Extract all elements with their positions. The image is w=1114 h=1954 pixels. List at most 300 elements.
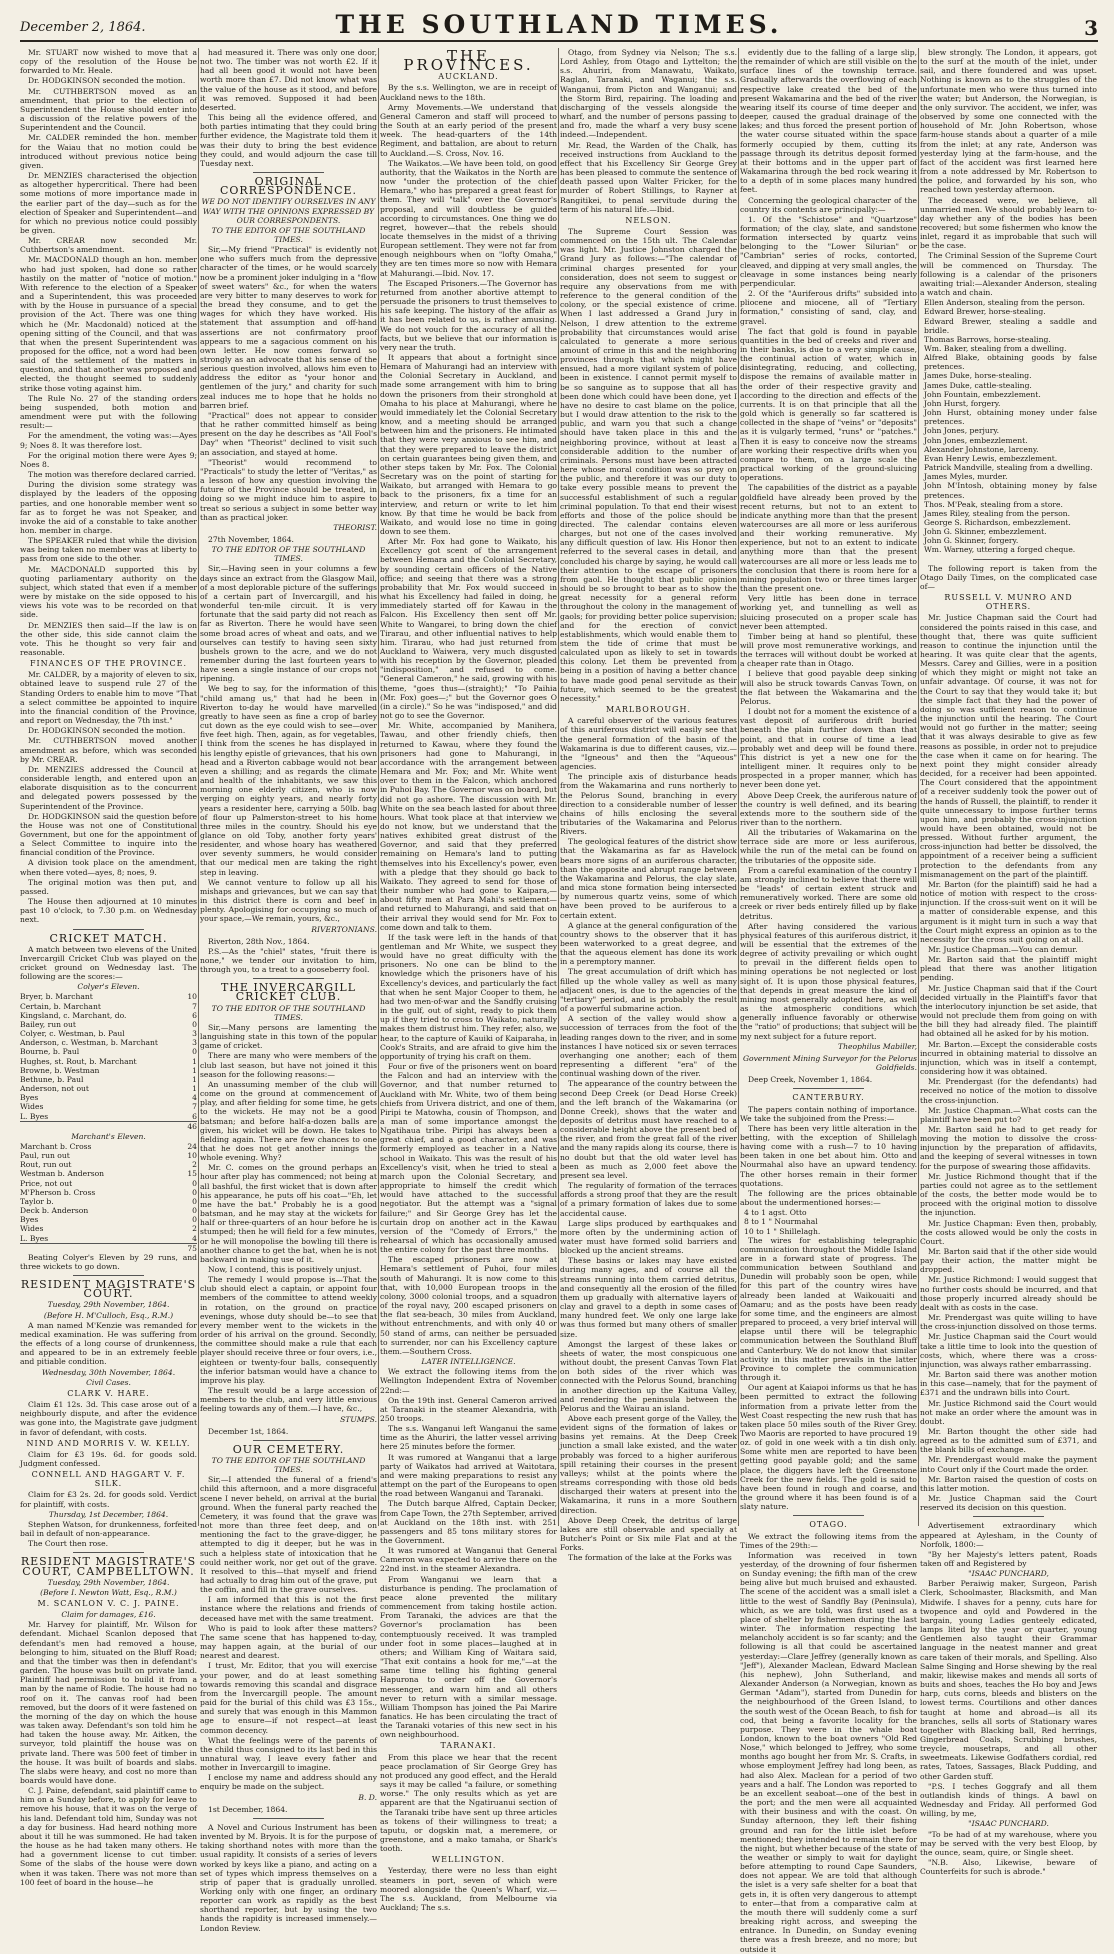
score-row xyxy=(20,1112,197,1122)
paragraph: Mr. Justice Chapman.—You can demur. xyxy=(928,945,1078,954)
subheading: LATER INTELLIGENCE. xyxy=(421,1357,516,1367)
runs: 4 xyxy=(192,1093,197,1103)
divider xyxy=(253,978,324,979)
scorecard-colyer xyxy=(20,992,197,1130)
runs: 1 xyxy=(192,1056,197,1066)
divider xyxy=(973,559,1044,560)
province-heading: OTAGO. xyxy=(809,1520,848,1530)
paragraph: A division took place on the amendment, when there voted—ayes, 8; noes, 9. xyxy=(20,858,197,877)
letter-date: Riverton, 28th Nov., 1864. xyxy=(208,936,310,946)
total-runs: 46 xyxy=(187,1121,197,1131)
section-heading: OUR CEMETERY. xyxy=(232,1442,345,1456)
paragraph: Otago, from Sydney via Nelson; The s.s. Lord Ashley, from Otago and Lyttelton; the s.s. Ahuriri, from Manawatu, Waikato, Raglan, Taranaki, and Waganui; the s.s. Wanganui, from Picton and Wanganui; and the Storm Bird, repairing. The loading and discharging of the vessels alongside the wharf, and the number of persons passing to and fro, made the wharf a very busy scene indeed.—Independent. xyxy=(560,48,737,140)
batsman: Anderson, c. Westman, b. Marchant xyxy=(20,1038,158,1048)
paragraph: Mr. Barton said there was another motion in this case—namely, that for the payment of £371 and the undrawn bills into Court. xyxy=(920,1370,1097,1398)
runs: 0 xyxy=(192,1019,197,1029)
odds-line: 4 to 1 agst. Otto xyxy=(744,1208,807,1218)
batsman: Marchant b. Cross xyxy=(20,1141,92,1151)
letter-signature: STUMPS. xyxy=(340,1414,377,1424)
prisoner-entry: Thomas Barrows, horse-stealing. xyxy=(924,334,1051,344)
score-row xyxy=(20,1029,197,1038)
paragraph: The following report is taken from the Otago Daily Times, on the complicated case of— xyxy=(920,563,1097,591)
paragraph: The great accumulation of drift which has filled up the whole valley as well as many adjacent ones, is due to the agencies of the "tertiary" period, and is probably the result of a powerful submarine action. xyxy=(560,967,737,1014)
letter-date: December 1st, 1864. xyxy=(208,1426,289,1436)
paragraph: Mr. Barton (for the plaintiff) said he had a notice of motion with respect to the cross-injunction. If the cross-suit went on it will be a matter of considerable expense, and this argument is it might turn in such a way that the Court might express an opinion as to the necessity for the cross suit going on at all. xyxy=(920,879,1097,944)
paragraph: I trust, Mr. Editor, that you will exercise your power, and do at least something towards removing this scandal and disgrace from the Invercargill people. The amount paid for the burial of this child was £3 15s., and surely that was enough in this Mammon age to ensure—if not respect—at least common decency. xyxy=(200,1661,377,1735)
columns xyxy=(20,47,1098,1954)
paragraph: Our agent at Kaiapoi informs us that he has been permitted to extract the following information from a private letter from the West Coast respecting the new rush that has taken place 50 miles south of the River Grey. Two Maoris are reported to have procured 19 oz. of gold in one week with a tin dish only. Some white men are reported to have been getting good payable gold; and the same place, the diggers have left the Greenstone Creek for the new fields. The gold is said to have been found in rough and coarse, and the ground where it has been found is of a slaty nature. xyxy=(740,1383,917,1512)
batsman: L. Byes xyxy=(20,1233,49,1243)
prisoner-entry: Thos. M'Peak, stealing from a store. xyxy=(924,499,1063,509)
paragraph: 1. Of the "Schistose" and "Quartzose" formation; of the clay, slate, and sandstone formation intersected by quartz veins belonging to the "Lower Silurian" or "Cambrian" series of rocks, contorted, cleaved, and dipping at very small angles, the cleavage in some instances being nearly perpendicular. xyxy=(740,214,917,288)
paragraph: The following are the prices obtainable about the undermentioned horses:— xyxy=(740,1188,917,1208)
paragraph: A Novel and Curious Instrument has been invented by M. Bryois. It is for the purpose of taking shorthand notes with more than the usual rapidity. It consists of a series of levers worked by keys like a piano, and acting on a set of types which impress themselves on a strip of paper that is gradually unrolled. Working only with one finger, an ordinary reporter can work as rapidly as the best shorthand reporter, but by using the two hands the rapidity is increased immensely.—London Review. xyxy=(200,1822,377,1933)
paragraph: For the amendment, the voting was:—Ayes 9; Noes 8. It was therefore lost. xyxy=(20,431,197,450)
paragraph: After Mr. Fox had gone to Waikato, his Excellency got scent of the arrangement between Hemara and the Colonial Secretary, by sounding certain officers of the Native office; and seeing that there was a strong probability that Mr. Fox would succeed in what his Excellency had failed in doing, he immediately started off for Kawau in the Falcon. His Excellency then sent off Mr. White to Wangarei, to bring down the chief Tirarau, and other influential natives to help him. Tirarau, who had just returned from Auckland to Waiwera, very much disgusted with his reception by the Governor, pleaded "indisposition," and refused to come. "General Cameron," he said, growing with his theme, "goes thus—(straight);" "To Paihia (Mr. Fox) goes—;" but the Governor goes O (in a circle)." So he was "indisposed," and did not go to see the Governor. xyxy=(380,537,557,721)
paragraph: Mr. C. comes on the ground perhaps an hour after play has commenced; not being at all bashful, the first wicket that is down after his appearance, he puts off his coat—"Eh, let me have the bat." Probably he is a good batsman, and he may stay at the wickets for half or three-quarters of an hour before he is stumped; then he will field for a few minutes, or he will monopolise the bowling till there is another chance to get the bat, when he is not backward in making use of it. xyxy=(200,1163,377,1264)
paragraph: Mr. Prendergast would make the payment into Court only if the Court made the order. xyxy=(920,1455,1097,1474)
score-row xyxy=(20,1102,197,1111)
paragraph: Sir,—I attended the funeral of a friend's child this afternoon, and a more disgraceful scene I never beheld, on arrival at the burial ground. When the funeral party reached the Cemetery, it was found that the grave was not more than three feet deep, and on mentioning the fact to the grave-digger, he attempted to dig it deeper, but he was in such a helpless state of intoxication that he could neither work, nor get out of the grave. It resolved to this—that myself and friend had actually to drag him out of the grave, put the coffin, and fill in the grave ourselves. xyxy=(200,1475,377,1595)
paragraph: The formation of the lake at the Forks was xyxy=(568,1553,732,1563)
paragraph: Mr. Barton said that the plaintiff might plead that there was another litigation pending. xyxy=(920,955,1097,983)
betting-odds-list xyxy=(740,1208,917,1235)
paragraph: Sir,—Many persons are lamenting the languishing state in this town of the popular game of cricket. xyxy=(200,1022,377,1051)
runs: 2 xyxy=(192,1224,197,1234)
batsman: Taylor b. xyxy=(20,1196,54,1206)
paragraph: We beg to say, for the information of this "child amang us," that had he been in Riverton to-day he would have marvelled greatly to have seen as fine a crop of barley cut down as the eye could wish to see—over five feet high. Then, again, as for vegetables, I think from the scenes he has displayed in his lengthy epistle of grievances, that his own head and a Riverton cabbage would not bear even a shilling; and as regards the climate and health of the inhabitants, we saw this morning one elderly citizen, who is now verging on eighty years, and nearly forty years a residenter here, carrying a 50lb. bag of flour up Palmerston-street to his home three miles in the country. Should his eye glance on old Toby, another forty years' residenter, and whose hoary has weathered over seventy summers, he would consider that our medical men are taking the right step in leaving. xyxy=(200,684,377,877)
case-title: CLARK V. HARE. xyxy=(67,1388,150,1398)
runs: 15 xyxy=(187,1169,197,1179)
batsman: Bethune, b. Paul xyxy=(20,1074,84,1084)
paragraph: An unassuming member of the club will come on the ground at commencement of play, and after fielding for some time, he gets to the wickets. He may not be a good batsman; and before half-a-dozen balls are given, his wicket will be down. He takes to fielding again. There are few chances to one that he does not get another innings the whole evening. Why? xyxy=(200,1079,377,1163)
letter-signature: RIVERTONIANS. xyxy=(311,924,377,934)
score-row xyxy=(20,1224,197,1233)
prisoner-entry: John G. Skinner, forgery. xyxy=(924,536,1019,546)
runs: 0 xyxy=(192,1178,197,1188)
divider xyxy=(973,1516,1044,1517)
score-row xyxy=(20,992,197,1001)
paragraph: Mr. Prendergast was quite willing to have the cross-injunction dissolved on those terms. xyxy=(920,1313,1097,1332)
paragraph: We cannot venture to follow up all his mishaps and grievances, but we can say that in this district there is corn and beef in plenty. Apologising for occupying so much of your space,—We remain, yours, &c., xyxy=(200,877,377,924)
score-row xyxy=(20,1047,197,1056)
paragraph: Mr. Read, the Warden of the Chalk, has received instructions from Auckland to the effect that his Excellency Sir George Grey has been pleased to commute the sentence of death passed upon Walter Fricker, for the murder of Robert Stillings, to Rayner at Rangitikei, to penal servitude during the term of his natural life.—Ibid. xyxy=(560,140,737,214)
prisoner-entry: Alexander Johnstone, larceny. xyxy=(924,444,1039,454)
paragraph: Mr. MACDONALD though an hon. member who had just spoken, had done so rather hastily on the matter of "notice of motion." With reference to the election of a Speaker and a Superintendent, this was proceeded with by the House in pursuance of a special provision of the Act. There was one thing which he (Mr. Macdonald) noticed at the opening sitting of the Council, and that was that when the present Superintendent was proposed for the office, not a word had been said of the settlement of the matters in question, and that another was proposed and elected, the thought seemed to suddenly strike those voting against him. xyxy=(20,255,197,393)
paragraph: The deceased were, we believe, all unmarried men. We should probably learn to-day whether any of the bodies has been recovered; but some fishermen who know the inlet, regard it as improbable that such will be the case. xyxy=(920,195,1097,251)
divider xyxy=(73,1275,144,1276)
letter-address: TO THE EDITOR OF THE SOUTHLAND TIMES. xyxy=(211,1003,366,1022)
paragraph: Who is paid to look after these matters? The same scene that has happened to-day, may happen again, at the burial of our nearest and dearest. xyxy=(200,1623,377,1661)
total-label xyxy=(20,1121,185,1131)
paragraph: Dr. HODGKINSON seconded the motion. xyxy=(28,726,186,736)
score-row xyxy=(20,1057,197,1066)
province-heading: WELLINGTON. xyxy=(431,1855,506,1865)
disclaimer: WE DO NOT IDENTIFY OURSELVES IN ANY WAY WITH THE OPINIONS EXPRESSED BY OUR CORRESPONDENTS. xyxy=(201,197,376,225)
batsman: Westman b. Anderson xyxy=(20,1169,105,1179)
total-runs: 75 xyxy=(179,1243,197,1253)
score-total-row xyxy=(20,1243,197,1253)
paragraph: Mr. CREAR now seconded Mr. Cuthbertson's amendment. xyxy=(20,236,197,255)
paragraph: "By her Majesty's letters patent, Roads taken off and Registered by xyxy=(920,1549,1097,1568)
paragraph: Army Movements.—We understand that General Cameron and staff will proceed to the South at an early period of the present week. The head-quarters of the 14th Regiment, and battalion, are about to return to Auckland.—S. Cross, Nov. 16. xyxy=(380,102,557,158)
paragraph: "N.B. Also, Likewise, beware of Counterfeits for such is abrode." xyxy=(920,1858,1097,1877)
paragraph: Mr. White, accompanied by Manihera, Tawau, and other friendly chiefs, then returned to Kawau, where they found the prisoners had gone to Mahurangi, in accordance with the arrangement between Hemara and Mr. Fox; and Mr. White went over to them in the Falcon, which anchored in Puhoi Bay. The Governor was on board, but did not go ashore. The discussion with Mr. White on the sea beach lasted for about three hours. What took place at that interview we do not know, but we understand that the natives exhibited great distrust of the Governor, and said that they preferred remaining on Hemara's land to putting themselves into his Excellency's power, even with a pledge that they should go back to Waikato. They agreed to send for those of their number who had gone to Kaipara,—about fifty men at Para Mahi's settlement—and returned to Mahurangi, and said that on their arrival they would send for Mr. Fox to come down and talk to them. xyxy=(380,721,557,932)
divider xyxy=(253,1818,324,1819)
paragraph: We extract the following items from the Wellington Independent Extra of November 22nd:— xyxy=(380,1367,557,1395)
runs: 24 xyxy=(187,1141,197,1151)
column-4 xyxy=(560,48,738,1563)
letter-address: TO THE EDITOR OF THE SOUTHLAND TIMES. xyxy=(211,1455,366,1475)
paragraph: Mr. Barton raised the question of costs on this latter motion. xyxy=(920,1474,1097,1493)
prisoner-entry: Ellen Anderson, stealing from the person. xyxy=(924,298,1085,308)
province-heading: MARLBOROUGH. xyxy=(605,705,692,715)
runs: 1 xyxy=(192,1074,197,1084)
letter-signature: THEORIST. xyxy=(333,522,377,532)
case-title: NIND AND MORRIS V. W. KELLY. xyxy=(26,1438,191,1448)
province-heading: NELSON. xyxy=(625,215,672,225)
paragraph: P.S.—As the "chiel" states, "fruit there is none," we tender our invitation to him, through you, to a treat to a gooseberry fool. xyxy=(200,946,377,975)
divider xyxy=(73,929,144,930)
column-3 xyxy=(380,47,558,1913)
column-1 xyxy=(20,48,197,1887)
paragraph: Mr. CALDER reminded the hon. member for the Waiau that no motion could be introduced without previous notice being given. xyxy=(20,133,197,170)
dateline: Tuesday, 29th November, 1864. xyxy=(47,1300,170,1310)
runs: 3 xyxy=(192,1029,197,1039)
column-rule xyxy=(918,48,919,1526)
prisoner-entry: John Jones, perjury. xyxy=(924,426,1000,436)
column-rule xyxy=(738,48,739,1526)
score-row xyxy=(20,1038,197,1047)
prisoner-entry: John M'Intosh, obtaining money by false pretences. xyxy=(924,481,1097,500)
runs: 0 xyxy=(192,1196,197,1206)
paragraph: A glance at the general configuration of the country shows to the observer that it has been waterworked to a great degree, and that the aqueous element has done its work in a peremptory manner. xyxy=(560,920,737,967)
paragraph: If the task were left in the hands of that gentleman and Mr White, we suspect they would have no great difficulty with the prisoners. No one can be blind to the knowledge which the prisoners have of his Excellency's devices, and particularly the fact that when he sent Major Cooper to them, he had two men-of-war and the Sandfly cruising in the gulf, out of sight, ready to pick them up if they tried to cross to Waikato, naturally makes them distrust him. They refer, also, we hear, to the capture of Kauiki of Kaiparaha, in Cook's Straits, and are afraid to give him the opportunity of trying his craft on them. xyxy=(380,932,557,1061)
paragraph: Advertisement extraordinary which appeared at Aylesham, in the County of Norfolk, 1800:— xyxy=(920,1521,1097,1549)
paragraph: During the division some strategy was displayed by the leaders of the opposing parties, and one honorable member went so far as to forget he was not Speaker, and invoke the aid of a constable to take another hon. member in charge. xyxy=(20,480,197,535)
paragraph: By the s.s. Wellington, we are in receipt of Auckland news to the 18th. xyxy=(380,83,557,102)
paragraph: Sir,—Having seen in your columns a few days since an extract from the Glasgow Mail, of a most deplorable picture of the sufferings of a certain part of Invercargill, and his wonderful ten-mile circuit. It is very fortunate that the said party did not reach as far as Riverton. There he would have seen some broad acres of wheat and oats, and we ourselves can testify to having seen sixty bushels grown to the acre, and we do not remember during the last fourteen years to have seen a single instance of our crops not ripening. xyxy=(200,564,377,684)
score-row xyxy=(20,1066,197,1075)
runs: 2 xyxy=(192,1160,197,1170)
paragraph: There are many who were members of the club last season, but have not joined it this season for the following reasons:— xyxy=(200,1051,377,1079)
batsman: Certain, b. Marchant xyxy=(20,1001,101,1011)
paragraph: Information was received in town yesterday, of the drowning of four fishermen on Sunday evening; the fifth man of the crew being alive but much bruised and exhausted. The scene of the accident was a small islet a little to the west of Sandfly Bay (Peninsula), which, as we are told, was first used as a place of shelter by fishermen during the last winter. The information respecting the melancholy accident is so far scanty; and the following is all that could be ascertained yesterday:—Clare Jeffrey (generally known as "Jeff"), Alexander Maclean, Edward Maclean (his nephew), John Sutherland, and Alexander Anderson (a Norwegian, known as German "Adam"), started from Dunedin for the neighbourhood of the Green Island, to the south west of the Ocean Beach, to fish for cod, that being a favorite locality for the purpose. They were in the whale boat London, known to the boat owners "Old Red Nose," which belonged to Jeffrey, who some months ago bought her from Mr. S. Crafts, in whose employment Jeffrey had long been, as had also Alex. Maclean for a period of two years and a half. The London was reported to be an excellent seaboat—one of the best in the port; and the men were all acquainted with their business and with the coast. On Sunday afternoon, they left their fishing ground and ran for the little islet before mentioned; they intended to remain there for the night, but whether because of the state of the weather or simply to wait for daylight before attempting to round Cape Saunders, does not appear. We are told that although the islet is a very safe shelter for a boat that gets in, it is often very dangerous to attempt to enter—that from a comparative calm at the mouth there will suddenly come a surf breaking right across, and sweeping the entrance. In Dunedin, on Sunday evening there was a fresh breeze, and no more; but outside it xyxy=(740,1550,917,1954)
letter-signature: B. D. xyxy=(358,1792,377,1802)
paragraph: "P.S. I teches Goggrafy and all them outlandish kinds of things. A bawl on Wednesday and Friday. All performed God willing, by me, xyxy=(920,1781,1097,1819)
section-heading: ORIGINAL CORRESPONDENCE. xyxy=(219,175,358,198)
prisoner-entry: John Jones, embezzlement. xyxy=(924,435,1028,445)
letter-address: TO THE EDITOR OF THE SOUTHLAND TIMES. xyxy=(211,545,366,564)
paragraph: Claim for £3 19s. 6d. for goods sold. Judgment confessed. xyxy=(20,1449,197,1468)
odds-line: 8 to 1 " Nourmahal xyxy=(744,1217,818,1227)
section-heading: RESIDENT MAGISTRATE'S COURT. xyxy=(20,1278,197,1301)
prisoner-entry: John Hurst, obtaining money under false pretences. xyxy=(924,408,1097,427)
dateline: (Before I. Newton Watt, Esq., R.M.) xyxy=(40,1587,177,1597)
paragraph: It appears that about a fortnight since Hemara of Mahurangi had an interview with the Colonial Secretary in Auckland, and made some arrangement with him to bring down the prisoners from their stronghold at Omaha to his place at Mahurangi, where he would immediately let the Colonial Secretary know, and a meeting should be arranged between him and the prisoners. He intimated that they were very anxious to see him, and that they were prepared to leave the district on certain guarantees being given them, and other steps taken by Mr. Fox. The Colonial Secretary was on the point of starting for Waikato, but arranged with Hemara to go back to the prisoners, fix a time for an interview, and return or write to let him know. By that time he would be back from Waikato, and would lose no time in going down to see them. xyxy=(380,353,557,536)
paragraph: Timber being at hand so plentiful, these will prove most remunerative workings, and the terraces will without doubt be worked at a cheaper rate than in Otago. xyxy=(740,631,917,669)
paragraph: The motion was therefore declared carried. xyxy=(28,470,197,480)
runs: 0 xyxy=(192,1206,197,1216)
column-6 xyxy=(920,48,1097,1877)
score-row xyxy=(20,1093,197,1102)
paragraph: Large slips produced by earthquakes and more often by the undermining action of water must have formed solid barriers and blocked up the ancient streams. xyxy=(560,1218,737,1256)
paragraph: 2. Of the "Auriferous drifts" subsided into pliocene and miocene, all of "Tertiary formation," consisting of sand, clay, and gravel. xyxy=(740,289,917,326)
paragraph: Very little has been done in terrace working yet, and tunnelling as well as sluicing prosecuted on a proper scale has never been attempted. xyxy=(740,594,917,631)
prisoner-entry: John G. Skinner, embezzlement. xyxy=(924,527,1047,537)
score-total-row xyxy=(20,1121,197,1131)
score-row xyxy=(20,1206,197,1215)
paragraph: Dr. MENZIES characterised the objection as altogether hypercritical. There had been some motions of more importance made in the earlier part of the day—such as for the election of Speaker and Superintendent—and for which no previous notice could possibly be given. xyxy=(20,171,197,235)
paragraph: Concerning the geological character of the country its contents are principally:— xyxy=(740,195,917,214)
paragraph: The Court then rose. xyxy=(28,1539,108,1549)
batsman: L. Byes xyxy=(20,1111,49,1121)
batsman: Bailey, run out xyxy=(20,1019,76,1029)
letter-address: TO THE EDITOR OF THE SOUTHLAND TIMES. xyxy=(211,225,366,244)
paragraph: What the feelings were of the parents of the child thus consigned to its last bed in this unnatural way, I leave every father and mother in Invercargill to imagine. xyxy=(200,1735,377,1773)
paragraph: Dr. HODGKINSON said the question before the House was not one of Constitutional Government, but one for the appointment of a Select Committee to inquire into the financial condition of the Province. xyxy=(20,811,197,858)
dateline: Wednesday, 30th November, 1864. xyxy=(41,1367,176,1377)
batsman: Hughes, st. Rout, b. Marchant xyxy=(20,1056,137,1066)
paragraph: We extract the following items from the Times of the 29th:— xyxy=(740,1531,917,1550)
paragraph: Mr. Harvey for plaintiff, Mr. Wilson for defendant. Michael Scanlon deposed that defendant's men had removed a house, belonging to him, situated on the Bluff Road; and that the timber was then in defendant's garden. The house was built on private land. Plaintiff had permission to build it from a man by the name of Rodie. The house had no roof on it. The canvas roof had been removed, but the doors of it were fastened on the morning of the day on which the house was taken away. Defendant's son told him he had taken the house away. Mr. Aitken, the surveyor, told plaintiff the house was on private land. There was 500 feet of timber in the house. It was built of boards and slabs. The slabs were heavy, and cost no more than boards would have done. xyxy=(20,1620,197,1785)
paragraph: Now, I contend, this is positively unjust. xyxy=(208,1265,362,1274)
column-rule xyxy=(558,48,559,1526)
province-heading: AUCKLAND. xyxy=(438,72,499,82)
letter-date: 27th November, 1864. xyxy=(208,534,294,544)
paragraph: The fact that gold is found in payable quantities in the bed of creeks and river and in their banks, is due to a very simple cause, the continual action of water, which in disintegrating, reducing, and collecting, dispose the remains of available matter in the order of their respective gravity and according to the direction and effects of the currents. It is on that principle that all the gold which is generally so far scattered is collected in the shape of "veins" or "deposits" as it is vulgarly termed, "runs" or "patches." Then it is easy to conceive now the streams are working their respective drifts when you compare to them, on a large scale the practical working of the ground-sluicing operations. xyxy=(740,326,917,483)
paragraph: Sir,—My friend "Practical" is evidently not one who suffers much from the depressive character of the times, or he would scarcely now be a prominent joker indulging in a "flow of sweet waters" &c., for when the waters are very bitter to many deserves to work for the bread they consume, and to get the wages for which they have worked. His statement that assumption and off-hand assertions are not confirmatory proof appears to me a sagacious comment on his own letter. He now comes forward so strongly as an advocate that his sense of the serious question involved, allows him even to address the editor as "your honor and gentlemen of the jury," and charity for such zeal induces me to hope that he holds no barren brief. xyxy=(200,245,377,410)
paragraph: A section of the valley would show a succession of terraces from the foot of the leading ranges down to the river, and in some instances I have noticed six or seven terraces overhanging one another; each of them representing a different "era" of the continual washing down of the river. xyxy=(560,1014,737,1079)
column-rule xyxy=(378,48,379,1526)
paragraph: The Waikatos.—We have been told, on good authority, that the Waikatos in the North are now "under the protection of the chief Hemara," who has prepared a great feast for them. They will "talk" over the Governor's proposal, and will doubtless be guided according to circumstances. One thing we do regret, however—that the rebels should locate themselves in the midst of a thriving European settlement. They were not far from enough neighbours when on "lofty Omaha," they are ten times more so now with Hemara at Mahurangi.—Ibid. Nov. 17. xyxy=(380,158,557,278)
prisoner-entry: Alfred Blake, obtaining goods by false pretences. xyxy=(924,353,1097,372)
paragraph: From a careful examination of the country I am strongly inclined to believe that there will be "leads" of certain extent struck and remuneratively worked. There are some old creek or river beds entirely filled up by flake detritus. xyxy=(740,865,917,921)
batsman: Paul, run out xyxy=(20,1151,70,1161)
paragraph: The Escaped Prisoners.—The Governor has returned from another abortive attempt to persuade the prisoners to trust themselves to his safe keeping. The history of the affair as it has been related to us, is rather amusing. We do not vouch for the accuracy of all the facts, but we believe that our information is very near the truth. xyxy=(380,278,557,352)
batsman: M'Pherson b. Cross xyxy=(20,1187,96,1197)
divider xyxy=(253,172,324,173)
prisoner-entry: Edward Brewer, stealing a saddle and bridle. xyxy=(924,316,1097,335)
prisoner-entry: James Duke, horse-stealing. xyxy=(924,371,1032,381)
dateline: Claim for damages, £16. xyxy=(61,1610,156,1620)
score-row xyxy=(20,1169,197,1178)
score-row xyxy=(20,1142,197,1151)
report-signature: Theophilus Mabiller, xyxy=(838,1041,917,1051)
paragraph: After having considered the various physical features of this auriferous district, it will be essential that the extremes of the degree of activity prevailing or which ought to prevail in the different fields open to mining operations be not neglected or lost sight of. It is upon those physical features, that depends in great measure the kind of mining most generally adopted here, as well as the atmospheric conditions which generally influence favorably or otherwise the "ratio" of productions; that subject will be my next subject for a future report. xyxy=(740,921,917,1041)
paragraph: Mr. Justice Chapman said the Court had considered the points raised in this case, and thought that, there was quite sufficient reason to continue the injunction until the hearing. It was quite clear that the agents, Messrs. Carey and Gillies, were in a position of which they might or might not take an unfair advantage. Of course, it was not for the Court to say that they would take it; but the simple fact that they had the power of doing so was sufficient reason to continue the injunction until the hearing. The Court would not go further in the matter; seeing that it was always desirable to give as few reasons as possible, in order not to prejudice the case when it came on for hearing. The next point they might consider already decided, for a receiver had been appointed. The Court considered that the appointment of a receiver suddenly took the power out of the hands of Russell, the plaintiff, to render it quite unnecessary to impose further terms upon him, and probably the cross-injunction would have been obtained, would not be pressed. Without further argument, the cross-injunction had better be dissolved, the appointment of a receiver being a sufficient protection to the defendants from any mismanagement on the part of the plaintiff. xyxy=(920,613,1097,879)
prisoner-entry: Evan Henry Lewis, embezzlement. xyxy=(924,453,1058,463)
batsman: Kingsland, c. Marchant, do. xyxy=(20,1010,127,1020)
score-row xyxy=(20,1151,197,1160)
advert-name: "ISAAC PUNCHARD, xyxy=(968,1569,1049,1579)
paragraph: Mr. Barton said that if the other side would pay their action, the matter might be dropped. xyxy=(920,1247,1097,1275)
batsman: Wides xyxy=(20,1102,44,1112)
score-row xyxy=(20,1084,197,1093)
score-row xyxy=(20,1197,197,1206)
paragraph: The geological features of the district show that the Wakamarina as far as Havelock bears more signs of an auriferous character, than the opposite and abrupt range between the Wakamarina and Pelorus, the clay slate, and mica stone formation being intersected by numerous quartz veins, some of which have been proved to be auriferous to a certain extent. xyxy=(560,837,737,920)
paragraph: Mr. Justice Chapman said that if the Court decided virtually in the Plaintiff's favor that the interlocutory injunction be set aside, that would not preclude them from going on with the bill they had already filed. The plaintiff had obtained all he asked for by his motion. xyxy=(920,983,1097,1039)
runs: 4 xyxy=(192,1233,197,1243)
prisoner-entry: Edward Brewer, horse-stealing. xyxy=(924,307,1046,317)
runs: 10 xyxy=(187,1151,197,1161)
paragraph: The capabilities of the district as a payable goldfield have already been proved by the recent returns, but not to an extent to indicate anything more than that the present watercourses are all more or less auriferous and their working remunerative. My experience, but not to an extent to indicate anything more than that the present watercourses are all more or less leads me to the conclusion that there is room here for a mining population two or three times larger than the present one. xyxy=(740,483,917,594)
paragraph: From this place we hear that the recent peace proclamation of Sir George Grey has not produced any good effect, and the Herald says it may be called "a failure, or something worse." The only results which as yet are apparent are that the Ngatiruanui section of the Taranaki tribe have sent up three articles as tokens of their willingness to treat; a taputu, or dogskin mat, a meremere, or greenstone, and a mako tamaha, or Shark's tooth. xyxy=(380,1752,557,1854)
score-row xyxy=(20,1075,197,1084)
paragraph: Mr. Justice Chapman.—What costs can the plaintiff have been put to? xyxy=(920,1105,1097,1124)
paragraph: The Supreme Court Session was commenced on the 15th ult. The Calendar was light. Mr. Justice Johnston charged the Grand Jury as follows:—"The calendar of criminal charges presented for your consideration, does not seem to suggest or require any observations from me with reference to the general condition of the colony, or the special existence of crime. When I last addressed a Grand Jury in Nelson, I drew attention to the extreme probability that circumstances would arise calculated to generate a more serious amount of crime in this and the neighboring provinces through that which might have ensued, had a more vigilant system of police been in existence. I cannot permit myself to be so sanguine as to suppose that all has been done which could have been done, yet I have no desire to cast blame on the police, but I would draw attention to the risk to the public, and warn you that such a change should have taken place in this and the neighboring province, without at least a considerable addition to the number of criminals. Persons must have been attracted here whose moral condition was so prey on the public, and therefore it was our duty to take every possible means to prevent the successful establishment of such a regular criminal population. To that end their wisest efforts and those of the police should be directed. The calendar contains eleven charges, but not one of the cases involved any difficult question of law. His Honor then referred to the several cases in detail, and concluded his charge by saying, he would call their attention to the escape of prisoners from gaol. He thought that public opinion should be so brought to bear as to show the great necessity for a general reform throughout the colony in the management of gaols; for providing better police supervision; and for the erection of convict establishments, which would enable them to stem the tide of crime that must be calculated upon as likely to set in towards this colony. Let them be prevented from being in a position of having a better chance to have made good penal servitude as their future, which seemed to be the greatest necessity." xyxy=(560,226,738,703)
paragraph: For the original motion there were Ayes 9; Noes 8. xyxy=(20,450,197,469)
report-signature-title: Government Mining Surveyor for the Pelorus Goldfields. xyxy=(742,1053,917,1073)
paragraph: The Rule No. 27 of the standing orders being suspended, both motion and amendment were put with the following result:— xyxy=(20,393,197,431)
prisoner-entry: John Fountain, embezzlement. xyxy=(924,389,1041,399)
paragraph: Mr. Justice Chapman: Even then, probably, the costs allowed would be only the costs in Court. xyxy=(920,1218,1097,1246)
column-rule xyxy=(198,48,199,1526)
score-row xyxy=(20,1160,197,1169)
batsman: Colyer, c. Westman, b. Paul xyxy=(20,1029,125,1039)
paragraph: Mr. Justice Chapman said the Court reserved its decision on this question. xyxy=(920,1494,1097,1513)
batsman: Byes xyxy=(20,1093,39,1103)
runs: 0 xyxy=(192,1215,197,1225)
paragraph: Barber Peraiwig maker, Surgeon, Parish Clerk, Schoolmaster, Blacksmith, and Man Midwife. I shaves for a penny, cuts hare for twopence and oyld and Powdered in the bargain, young Ladies genteely edicated, lamps lited by the year or quarter, young Gentlemen also taught their Grammar language in the neatest manner and great care taken of their morals, and Spelling. Also Salme Singing and Horse shewing by the real makir, likewise makes and mends all sorts of buits and shoes, teaches the Ho boy and Jews harp, cuts corns, bleeds and blisters on the lowest terms. Courtilions and other dances taught at home and abroad—is all its branches, sells all sorts of Stationary wares together with Blacking ball, Red herrings, Gingerbread Coals, Scrubbing brushes, treycle, mousetraps, and all other sweetmeats. Likewise Godfathers cordial, red rates, Tatoes, Sassages, Black Pudding, and other Garden stuff. xyxy=(920,1579,1097,1781)
prisoner-entry: Wm. Baker, stealing from a dwelling. xyxy=(924,344,1067,353)
paragraph: Four or five of the prisoners went on board the Falcon and had an interview with the Governor, and that number returned to Auckland with Mr. White, two of them being chiefs from Urivera district, and one of them, Piripi te Matowha, cousin of Thompson, and a man of some importance amongst the Ngatihaua tribe. Piripi has always been a great chief, and a good character, and was formerly employed as teacher in a Native school in Waikato. This was the result of his Excellency's visit, when he tried to steal a march upon the Colonial Secretary, and appropriate to himself the credit which would have attached to the successful negotiator. But the attempt was a "signal failure;" and Sir George Grey has let the curtain drop on another act in the Kawau version of the "Comedy of Errors," the rehearsal of which has occasionally amused the entire colony for the past three months. xyxy=(380,1062,557,1255)
province-heading: TARANAKI. xyxy=(440,1741,497,1751)
section-subheading: FINANCES OF THE PROVINCE. xyxy=(29,659,188,669)
paragraph: The escaped prisoners are now at Hemara's settlement of Puhoi, four miles south of Mahurangi. It is now come to this that, with 10,000 European troops in the colony, 3000 colonial troops, and a squadron of the royal navy, 200 escaped prisoners on the flat sea-beach, 30 miles from Auckland, without entrenchments, and with only 40 or 50 stand of arms, can neither be persuaded to surrender, nor can his Excellency capture them.—Southern Cross. xyxy=(380,1255,557,1356)
paragraph: Above each present gorge of the Valley, the evident signs of the formation of lakes or basins yet remains. At the Deep Creek junction a small lake existed, and the water probably was forced to a higher auriferous spill retaining their courses in the present valleys; whilst at the points where the streams corresponding with those old beds discharged their waters at present into the Wakamarina, it runs in a more Southern direction. xyxy=(560,1413,737,1515)
section-heading: THE INVERCARGILL CRICKET CLUB. xyxy=(220,981,357,1004)
dateline: Civil Cases. xyxy=(86,1377,131,1387)
paragraph: Mr. Prendergast (for the defendants) had received no notice of the motion to dissolve the cross-injunction. xyxy=(920,1077,1097,1105)
paragraph: A man named M'Kenzie was remanded for medical examination. He was suffering from the effects of a long course of drunkenness, and appeared to be in an extremely feeble and pitiable condition. xyxy=(20,1320,197,1367)
total-label xyxy=(20,1243,179,1253)
paragraph: Mr. CUTHBERTSON moved as an amendment, that prior to the election of Superintendent the House should enter into a discussion of the relative powers of the Superintendent and the Council. xyxy=(20,86,197,133)
prisoner-entry: James Myles, murder. xyxy=(924,472,1008,482)
paragraph: The SPEAKER ruled that while the division was being taken no member was at liberty to pass from one side to the other. xyxy=(20,536,197,564)
prisoner-entry: James Riley, stealing from the person. xyxy=(924,508,1070,518)
paragraph: The House then adjourned at 10 minutes past 10 o'clock, to 7.30 p.m. on Wednesday next. xyxy=(20,897,197,925)
paragraph: From Wanganui we learn that a disturbance is pending. The proclamation of peace alone prevented the military commencement from taking hostile action. From Taranaki, the advices are that the Governor's proclamation has been contemptuously received. It was trampled under foot in some places—laughed at in others; and William King of Waitara said, "That exit contains a hook for me,"—at the same time telling his fighting general Hapurona to order off the Governor's messenger, and warn him and all others never to return with a similar message. William Thompson has joined the Pai Marire fanatics. He has been circulating the tract of the Taranaki votaries of this new sect in his own neighbourhood. xyxy=(380,1574,557,1740)
runs: 0 xyxy=(192,1187,197,1197)
score-row xyxy=(20,1215,197,1224)
prisoner-calendar xyxy=(920,298,1097,554)
paragraph: Mr. Barton said he had to get ready for moving the motion to dissolve the cross-injunction by the preparation of affidavits, and the keeping of several witnesses in town for the purpose of swearing those affidavits. xyxy=(920,1124,1097,1171)
paragraph: Mr. MACDONALD supported this by quoting parliamentary authority on the subject, which stated that even if a member were by mistake on the side opposed to his views his vote was to be recorded on that side. xyxy=(20,564,197,620)
prisoner-entry: James Duke, cattle-stealing. xyxy=(924,380,1032,390)
report-date: Deep Creek, November 1, 1864. xyxy=(748,1075,873,1085)
paragraph: The s.s. Wanganui left Wanganui the same time as the Ahuriri, the latter vessel arriving here 25 minutes before the former. xyxy=(380,1424,557,1452)
score-row xyxy=(20,1188,197,1197)
batsman: Deck b. Anderson xyxy=(20,1206,89,1216)
odds-line: 10 to 1 " Shillelagh. xyxy=(744,1226,821,1236)
batsman: Bourne, b. Paul xyxy=(20,1047,80,1057)
team-heading: Colyer's Eleven. xyxy=(77,982,140,992)
paragraph: It was rumored at Wanganui that General Cameron was expected to arrive there on the 22nd inst. in the steamer Alexandra. xyxy=(380,1546,557,1574)
page-number: 3 xyxy=(1084,16,1098,40)
section-heading: RESIDENT MAGISTRATE'S COURT, CAMPBELLTOWN. xyxy=(20,1555,197,1578)
score-row xyxy=(20,1020,197,1029)
paragraph: Mr. Barton thought the other side had agreed as to the admitted sum of £371, and the blank bills of exchange. xyxy=(920,1426,1097,1455)
paragraph: Above Deep Creek, the auriferous nature of the country is well defined, and its bearing extends more to the southern side of the river than to the northern. xyxy=(740,790,917,827)
runs: 6 xyxy=(192,1111,197,1121)
section-heading: CRICKET MATCH. xyxy=(49,931,168,945)
paragraph: The appearance of the country between the second Deep Creek (or Dead Horse Creek) and the left branch of the Wakamarina (or Donne Creek), shows that the water and deposits of detritus must have reached to a considerable height above the present bed of the river, and from the great fall of the river and the many rapids along its course, there is no doubt but that the old water level has been as much as 2,000 feet above the present sea level. xyxy=(560,1079,737,1180)
batsman: Browne, b. Westman xyxy=(20,1065,100,1075)
paragraph: I am informed that this is not the first instance where the relations and friends of deceased have met with the same treatment. xyxy=(200,1595,377,1623)
paragraph: The principle axis of disturbance heads from the Wakamarina and runs northerly to the Pelorus Sound, branching in every direction to a considerable number of lesser chains of hills enclosing the several tributaries of the Wakamarina and Pelorus Rivers. xyxy=(560,772,737,837)
paragraph: The papers contain nothing of importance. We take the subjoined from the Press:— xyxy=(740,1104,917,1123)
dateline: Thursday, 1st December, 1864. xyxy=(48,1509,169,1519)
paragraph: Above Deep Creek, the detritus of large lakes are still observable and specially at Butcher's Point or Six mile Flat and at the Forks. xyxy=(560,1515,737,1553)
team-heading: Marchant's Eleven. xyxy=(71,1131,146,1141)
masthead xyxy=(20,6,1098,42)
batsman: Wides xyxy=(20,1224,44,1234)
paragraph: A match between two elevens of the United Invercargill Cricket Club was played on the cricket ground on Wednesday last. The following are the scores:— xyxy=(20,944,197,982)
runs: 7 xyxy=(192,1001,197,1011)
paragraph: Amongst the largest of these lakes or sheets of water, the most conspicuous one without doubt, the present Canvas Town Flat on both sides of the river which was connected with the Pelorus Sound, branching in another direction up the Kaituna Valley, and rendering the peninsula between the Pelorus and the Wairau an island. xyxy=(560,1339,737,1413)
paragraph: A careful observer of the various features of this auriferous district will easily see that the general formation of the basin of the Wakamarina is due to different causes, viz.—the "Igneous" and then the "Aqueous" agencies. xyxy=(560,716,737,772)
divider xyxy=(793,1515,864,1516)
score-row xyxy=(20,1234,197,1244)
runs: 6 xyxy=(192,1010,197,1020)
paragraph: The Dutch barque Alfred, Captain Decker, from Cape Town, the 27th September, arrived at Auckland on the 18th inst. with 251 passengers and 85 tons military stores for the Government. xyxy=(380,1499,558,1545)
paragraph: Mr. CUTHBERTSON moved another amendment as before, which was seconded by Mr. CREAR. xyxy=(20,736,197,764)
prisoner-entry: Patrick Mandville, stealing from a dwelling. xyxy=(924,463,1093,473)
paragraph: "Theorist" would recommend to "Practicals" to study the letter of "Veritas," as a lesson of how any question involving the future of the Province should be treated, in doing so we might induce him to aspire to treat so serious a subject in some better way than as practical joker. xyxy=(200,457,377,522)
batsman: Anderson, not out xyxy=(20,1084,89,1094)
paragraph: I enclose my name and address should any enquiry be made on the subject. xyxy=(200,1773,377,1792)
column-2 xyxy=(200,48,377,1933)
paragraph: had measured it. There was only one door, not two. The timber was not worth £2. If it had all been good it would not have been worth more than £7. Did not know what was the value of the house as it stood, and before it was removed. Supposed it had been deserted. xyxy=(200,48,377,112)
paragraph: Mr. Justice Chapman said the Court would take a little time to look into the question of costs, which, where there was a cross-injunction, was always rather embarrassing. xyxy=(920,1332,1097,1369)
prisoner-entry: George S. Richardson, embezzlement. xyxy=(924,517,1071,527)
paragraph: Claim for £3 2s. 2d. for goods sold. Verdict for plaintiff, with costs. xyxy=(20,1490,197,1509)
paragraph: These basins or lakes may have existed during many ages, and of course all the streams running into them carried detritus, and consequently all the erosion of the filled them up gradually with alternative layers of clay and gravel to a depth in some cases of many hundred feet. We only one large lake was thus formed but many others of smaller size. xyxy=(560,1256,737,1339)
paragraph: The remedy I would propose is—That the club should elect a captain, or appoint four members of the committee to attend weekly in rotation, on the ground on practice evenings, whose duty should be—to see that every member went to the wickets in the order of his arrival on the ground. Secondly, the committee should make a rule that each player should receive three or four overs, i.e., eighteen or twenty-four balls, consequently the inferior batsman would have a chance to improve his play. xyxy=(200,1275,377,1385)
batsman: Bryer, b. Marchant xyxy=(20,992,93,1002)
paragraph: Yesterday, there were no less than eight steamers in port, seven of which were moored alongside the Queen's Wharf, viz.—The s.s. Auckland, from Melbourne via Auckland; The s.s. xyxy=(380,1866,557,1913)
runs: 0 xyxy=(192,1047,197,1057)
paragraph: The Criminal Session of the Supreme Court will be commenced on Thursday. The following is a calendar of the prisoners awaiting trial:—Alexander Anderson, stealing a watch and chain. xyxy=(920,251,1097,298)
paragraph: Mr. Justice Richmond said the Court would not make an order where the amount was in doubt. xyxy=(920,1398,1097,1426)
paragraph: Mr. Justice Richmond: I would suggest that no further costs should be incurred, and that those properly incurred already should be dealt with as costs in the case. xyxy=(920,1275,1097,1312)
divider xyxy=(253,1440,324,1441)
runs: 7 xyxy=(192,1102,197,1112)
case-title: CONNELL AND HAGGART V. F. SILK. xyxy=(31,1470,186,1489)
issue-date: December 2, 1864. xyxy=(20,20,146,35)
paragraph: C. J. Paine, defendant, said plaintiff came to him on a Sunday before, to apply for leave to remove his house, that it was on the verge of his land. Defendant told him, Sunday was not a day for business. Had heard nothing more about it till he was summoned. He had taken the house as he had taken many others. He had a government license to cut timber. Some of the slabs of the house were down when it was taken. There was not more than 100 feet of board in the house—he xyxy=(20,1786,197,1887)
paragraph: On the 19th inst. General Cameron arrived at Taranaki in the steamer Alexandria, with 250 troops. xyxy=(380,1395,557,1423)
paragraph: There has been very little alteration in the betting, with the exception of Shillelagh having come with a rush—7 to 10 having been taken in one bet about him. Otto and Nourmahal also have an upward tendency. The other horses remain in their former quotations. xyxy=(740,1123,917,1188)
letter-date: 1st December, 1864. xyxy=(208,1804,288,1814)
runs: 10 xyxy=(187,992,197,1002)
paragraph: The wires for establishing telegraphic communication throughout the Middle Island are in a forward state of progress. The communication between Southland and Dunedin will probably soon be open, while for this part of the country wires have already been landed at Waikouaiti and Oamaru; and as the posts have been ready for some time, and the engineers are almost prepared to proceed, a very brief interval will elapse until there will be telegraphic communication between the Southland Bluff and Canterbury. We do not know that similar activity in this matter prevails in the latter Province to complete the communication through it. xyxy=(740,1235,917,1383)
divider xyxy=(793,1088,864,1089)
paragraph: Beating Colyer's Eleven by 29 runs, and three wickets to go down. xyxy=(20,1252,197,1271)
paragraph: evidently due to the falling of a large slip, the remainder of which are still visible on the surface lines of the township terrace. Gradually afterwards the overflowing of each respective lake created the bed of the present Wakamarina and the bed of the river wearing itself its course of time deeper and deeper, caused the gradual drainage of the lakes; and thus forced the present portion of the water course situated within the space formerly occupied by them, cutting its passage through its detritus deposit formed at their bottoms and in the upper part of Wakamarina through the bed rock wearing it to a depth of in some places many hundred feet. xyxy=(740,48,917,195)
newspaper-title: THE SOUTHLAND TIMES. xyxy=(335,10,783,39)
paragraph: Mr. STUART now wished to move that a copy of the resolution of the House be forwarded to Mr. Heale. xyxy=(20,48,197,76)
batsman: Byes xyxy=(20,1215,39,1225)
paragraph: This being all the evidence offered, and both parties intimating that they could bring further evidence, the Magistrate told them it was their duty to bring the best evidence they could, and would adjourn the case till Tuesday next. xyxy=(200,113,377,168)
paragraph: The result would be a large accession of members to the club, and very little envious feeling towards any of them.—I have, &c., xyxy=(200,1386,377,1414)
paragraph: Dr. MENZIES then said—If the law is on the other side, this side cannot claim the vote. This he thought so very fair and reasonable. xyxy=(20,620,197,657)
province-heading: CANTERBURY. xyxy=(792,1093,865,1103)
runs: 3 xyxy=(192,1038,197,1048)
paragraph: The regularity of formation of the terraces affords a strong proof that they are the result of a primary formation of lakes due to some accidental cause. xyxy=(560,1181,737,1218)
case-title: M. SCANLON V. C. J. PAINE. xyxy=(37,1599,180,1608)
